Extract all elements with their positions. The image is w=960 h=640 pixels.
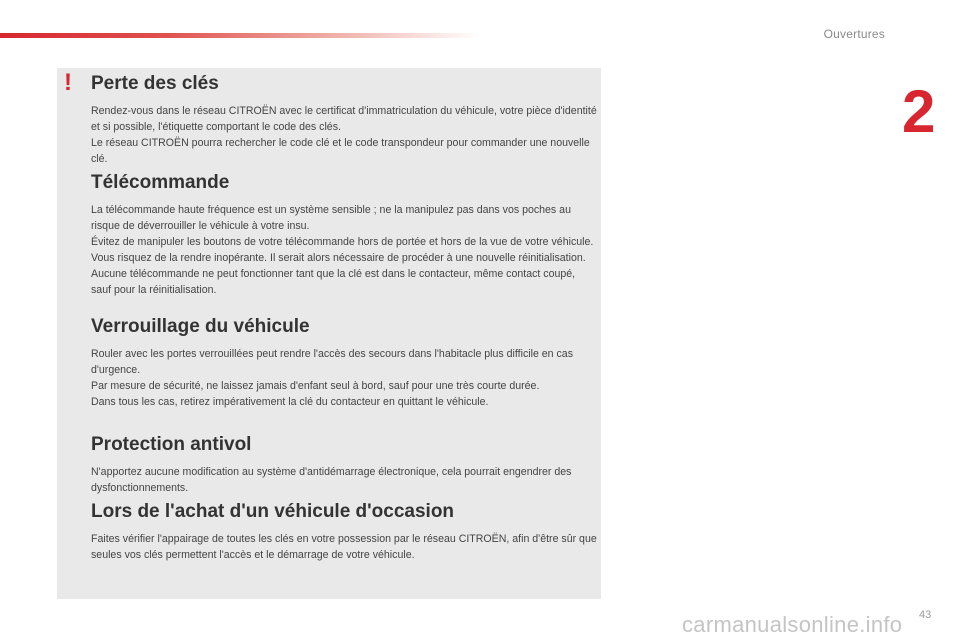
chapter-number: 2	[902, 78, 936, 145]
section-paragraph: Rendez-vous dans le réseau CITROËN avec le certificat d'immatriculation du véhicule, votre pièce d'identité et si possible, l'étiquette comportant le code des clés.	[91, 105, 597, 133]
section-anti-theft	[91, 433, 597, 496]
section-used-vehicle	[91, 500, 597, 563]
section-key-loss	[91, 72, 597, 167]
section-paragraph: Faites vérifier l'appairage de toutes les clés en votre possession par le réseau CITROËN, afin d'être sûr que seules vos clés permettent l'accès et le démarrage de votre véhicule.	[91, 533, 597, 561]
section-paragraph: N'apportez aucune modification au système d'antidémarrage électronique, cela pourrait engendrer des dysfonctionnements.	[91, 466, 572, 494]
section-paragraph: Rouler avec les portes verrouillées peut rendre l'accès des secours dans l'habitacle plus difficile en cas d'urgence.	[91, 348, 573, 376]
warning-exclamation-icon: !	[64, 69, 72, 96]
section-title: Perte des clés	[91, 73, 219, 94]
section-paragraph: Aucune télécommande ne peut fonctionner tant que la clé est dans le contacteur, même contact coupé, sauf pour la réinitialisation.	[91, 268, 576, 296]
page-number: 43	[919, 609, 932, 621]
section-paragraph: Le réseau CITROËN pourra rechercher le code clé et le code transpondeur pour commander une nouvelle clé.	[91, 137, 590, 165]
section-vehicle-locking	[91, 315, 597, 410]
section-title: Télécommande	[91, 172, 230, 193]
section-paragraph: La télécommande haute fréquence est un système sensible ; ne la manipulez pas dans vos poches au risque de déverrouiller le véhicule à votre insu.	[91, 204, 571, 232]
section-title: Verrouillage du véhicule	[91, 316, 310, 337]
section-paragraph: Évitez de manipuler les boutons de votre télécommande hors de portée et hors de la vue de votre véhicule. Vous risquez de la rendre inopérante. Il serait alors nécessaire de procéder à une nouvelle réinitialisation.	[91, 236, 594, 264]
chapter-color-bar	[0, 33, 480, 38]
section-paragraph: Dans tous les cas, retirez impérativement la clé du contacteur en quittant le véhicule.	[91, 396, 489, 408]
section-title: Lors de l'achat d'un véhicule d'occasion	[91, 501, 455, 522]
section-remote-control	[91, 171, 597, 298]
watermark: carmanualsonline.info	[682, 612, 903, 637]
section-paragraph: Par mesure de sécurité, ne laissez jamais d'enfant seul à bord, sauf pour une très courte durée.	[91, 380, 540, 392]
section-title: Protection antivol	[91, 434, 252, 455]
chapter-title: Ouvertures	[823, 27, 885, 41]
